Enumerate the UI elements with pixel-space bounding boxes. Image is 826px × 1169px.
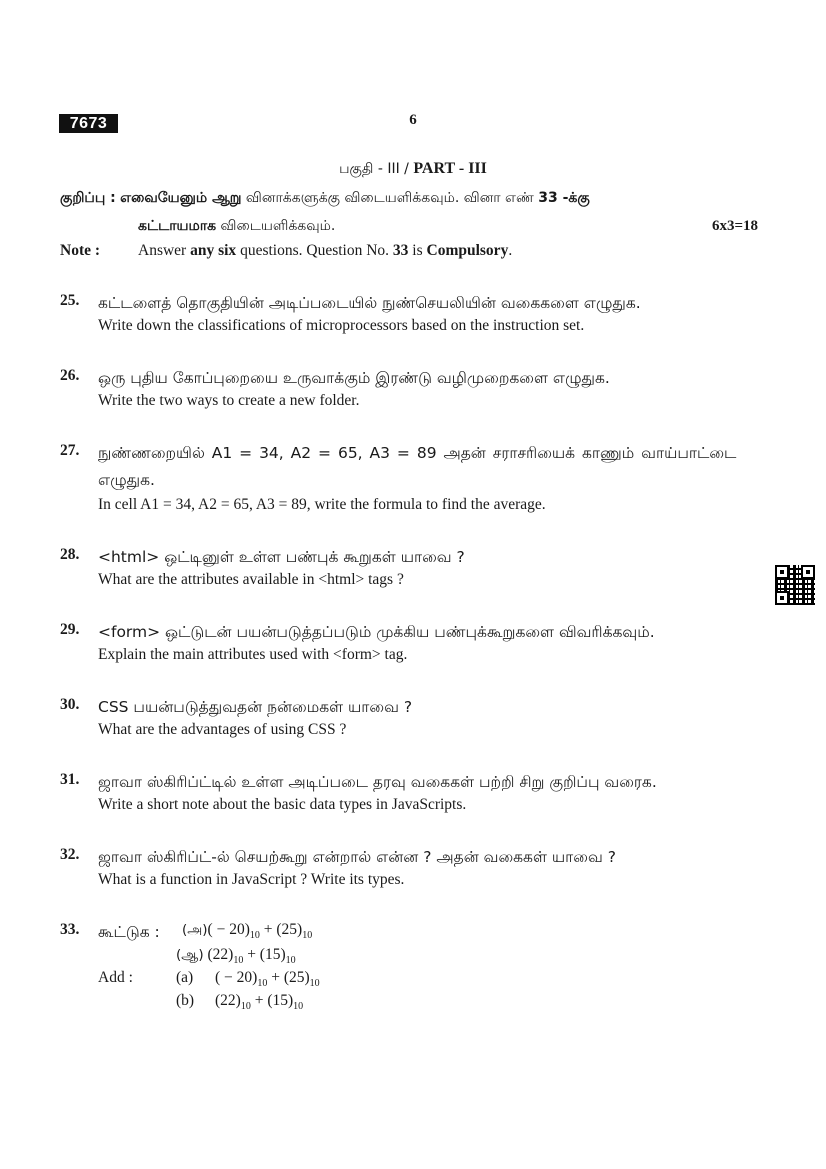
note-label: Note : (60, 242, 101, 259)
question-tamil: CSS பயன்படுத்துவதன் நன்மைகள் யாவை ? (98, 698, 413, 716)
question-english: What are the advantages of using CSS ? (98, 721, 347, 738)
question-tamil: ஒரு புதிய கோப்புறையை உருவாக்கும் இரண்டு வழிமுறைகளை எழுதுக. (98, 369, 610, 387)
instruction-tamil-text-2: விடையளிக்கவும். (216, 218, 336, 234)
question-number: 30. (60, 696, 80, 713)
page-number: 6 (409, 112, 417, 128)
instruction-tamil-line-1 (60, 190, 590, 208)
part-heading-tamil: பகுதி - III / (339, 161, 414, 177)
q33-b-sub-2: 10 (285, 955, 296, 966)
q33-a-expr-1: ( − 20) (207, 921, 250, 938)
question-number: 29. (60, 621, 80, 638)
note-text-1: Answer (138, 242, 191, 259)
q33-en-b-sub-1: 10 (240, 1001, 251, 1012)
q33-b-plus: + (15) (243, 946, 286, 963)
q33-tamil-part-b (176, 946, 296, 966)
q33-tamil-label: கூட்டுக : (98, 923, 160, 941)
q33-tamil-b-label: (ஆ) (176, 947, 204, 963)
question-tamil: ஜாவா ஸ்கிரிப்ட்டில் உள்ள அடிப்படை தரவு வகைகள் பற்றி சிறு குறிப்பு வரைக. (98, 773, 657, 791)
marks-allocation: 6x3=18 (712, 218, 759, 234)
question-english: Write down the classifications of microprocessors based on the instruction set. (98, 317, 585, 334)
question-number: 28. (60, 546, 80, 563)
q33-en-b-plus: + (15) (250, 992, 294, 1009)
q33-a-plus: + (25) (259, 921, 303, 938)
question-number: 33. (60, 921, 80, 938)
instruction-tamil-bold-2: 33 -க்கு (538, 190, 590, 206)
question-number: 27. (60, 442, 80, 459)
q33-en-a-expr-1: ( − 20) (215, 969, 258, 986)
q33-english-b-label: (b) (176, 992, 195, 1009)
question-tamil: <html> ஒட்டினுள் உள்ள பண்புக் கூறுகள் யாவை ? (98, 548, 465, 566)
instruction-tamil-bold-1: எவையேனும் ஆறு (120, 190, 242, 206)
q33-en-b-expr-1: (22) (215, 992, 241, 1009)
paper-code-badge: 7673 (59, 114, 118, 133)
question-english: Explain the main attributes used with <form> tag. (98, 646, 408, 663)
q33-en-a-plus: + (25) (267, 969, 310, 986)
question-number: 31. (60, 771, 80, 788)
note-text-3: is (408, 242, 427, 259)
instruction-tamil-bold-3: கட்டாயமாக (138, 218, 217, 234)
q33-en-a-sub-1: 10 (257, 978, 268, 989)
q33-a-sub-1: 10 (249, 930, 260, 941)
q33-english-part-a (215, 969, 320, 989)
part-heading (0, 160, 826, 179)
instruction-tamil-label: குறிப்பு : (60, 190, 116, 206)
question-tamil: நுண்ணறையில் A1 = 34, A2 = 65, A3 = 89 அதன் சராசரியைக் காணும் வாய்பாட்டை (98, 444, 737, 462)
question-number: 25. (60, 292, 80, 309)
note-bold-1: any six (190, 242, 237, 259)
q33-tamil-a-label: (அ) (182, 922, 208, 938)
note-text-2: questions. Question No. (236, 242, 393, 259)
q33-b-expr-1: (22) (207, 946, 234, 963)
note-text (138, 242, 512, 260)
q33-en-b-sub-2: 10 (293, 1001, 304, 1012)
note-text-4: . (508, 242, 513, 259)
q33-tamil-part-a (182, 921, 312, 941)
instruction-tamil-text-1: வினாக்களுக்கு விடையளிக்கவும். வினா எண் (241, 190, 539, 206)
qr-code-icon (775, 565, 815, 605)
note-bold-3: Compulsory (426, 242, 509, 259)
question-tamil: கட்டளைத் தொகுதியின் அடிப்படையில் நுண்செயலியின் வகைகளை எழுதுக. (98, 294, 641, 312)
part-heading-english: PART - III (413, 160, 487, 177)
question-number: 26. (60, 367, 80, 384)
q33-english-part-b (215, 992, 303, 1012)
q33-add-label: Add : (98, 969, 133, 986)
question-tamil: <form> ஒட்டுடன் பயன்படுத்தப்படும் முக்கிய பண்புக்கூறுகளை விவரிக்கவும். (98, 623, 655, 641)
question-english: What are the attributes available in <html> tags ? (98, 571, 404, 588)
q33-b-sub-1: 10 (233, 955, 244, 966)
instruction-tamil-line-2 (138, 218, 335, 236)
question-english: Write a short note about the basic data types in JavaScripts. (98, 796, 467, 813)
note-bold-2: 33 (392, 242, 409, 259)
question-english: What is a function in JavaScript ? Write its types. (98, 871, 405, 888)
question-number: 32. (60, 846, 80, 863)
question-tamil-continued: எழுதுக. (98, 471, 155, 489)
question-english: In cell A1 = 34, A2 = 65, A3 = 89, write the formula to find the average. (98, 496, 546, 513)
question-tamil: ஜாவா ஸ்கிரிப்ட்-ல் செயற்கூறு என்றால் என்ன ? அதன் வகைகள் யாவை ? (98, 848, 616, 866)
q33-a-sub-2: 10 (302, 930, 313, 941)
question-english: Write the two ways to create a new folder. (98, 392, 360, 409)
q33-english-a-label: (a) (176, 969, 194, 986)
q33-en-a-sub-2: 10 (309, 978, 320, 989)
